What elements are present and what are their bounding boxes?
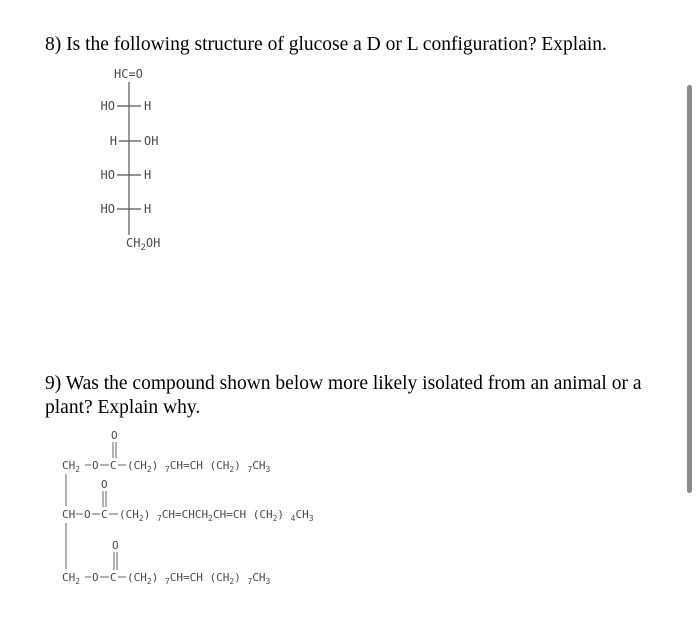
fischer-row-1-right: H (144, 99, 152, 113)
chain-2-acyl: $(CH_2)$ $_7CH=CHCH_2CH=CH$ $(CH_2)$ $_4CH_3$ (119, 508, 314, 523)
fischer-row-3-right: H (144, 168, 152, 182)
chain-1-head: $CH_2$ (62, 459, 81, 474)
aldehyde-group: HC=O (114, 67, 143, 81)
chain-1-carbonyl-c: C (110, 459, 117, 472)
chain-2-ester-o: O (84, 508, 91, 521)
carbonyl-o-3: O (112, 539, 119, 552)
fischer-row-1-left: HO (100, 99, 115, 113)
fischer-bonds (117, 82, 141, 235)
fischer-row-4-right: H (144, 202, 152, 216)
chain-3-carbonyl-c: C (110, 571, 117, 584)
question-9-line-1: 9) Was the compound shown below more likely isolated from an animal or a (45, 373, 642, 394)
carbonyl-o-2: O (101, 478, 108, 491)
carbonyl-o-1: O (111, 429, 118, 442)
vertical-scrollbar[interactable] (687, 85, 692, 493)
question-8: 8) Is the following structure of glucose a D or L configuration? Explain. (45, 34, 607, 55)
chain-1-acyl: $(CH_2)$ $_7$CH=CH $(CH_2)$ $_7CH_3$ (127, 459, 271, 474)
chain-3-head: $CH_2$ (62, 571, 81, 586)
fischer-row-3-left: HO (100, 168, 115, 182)
question-9-line-2: plant? Explain why. (45, 397, 201, 418)
hydroxymethyl-group: $CH_2OH$ (126, 236, 161, 253)
fischer-row-2-right: OH (144, 134, 159, 148)
chain-2-carbonyl-c: C (101, 508, 108, 521)
question-9 (45, 372, 641, 420)
triglyceride-structure (62, 429, 314, 586)
chain-3-acyl: $(CH_2)$ $_7$CH=CH $(CH_2)$ $_7CH_3$ (127, 571, 271, 586)
fischer-row-4-left: HO (100, 202, 115, 216)
chain-2-head: CH (62, 508, 76, 521)
fischer-row-2-left: H (109, 134, 117, 148)
chain-1-ester-o: O (92, 459, 99, 472)
chain-3-ester-o: O (92, 571, 99, 584)
